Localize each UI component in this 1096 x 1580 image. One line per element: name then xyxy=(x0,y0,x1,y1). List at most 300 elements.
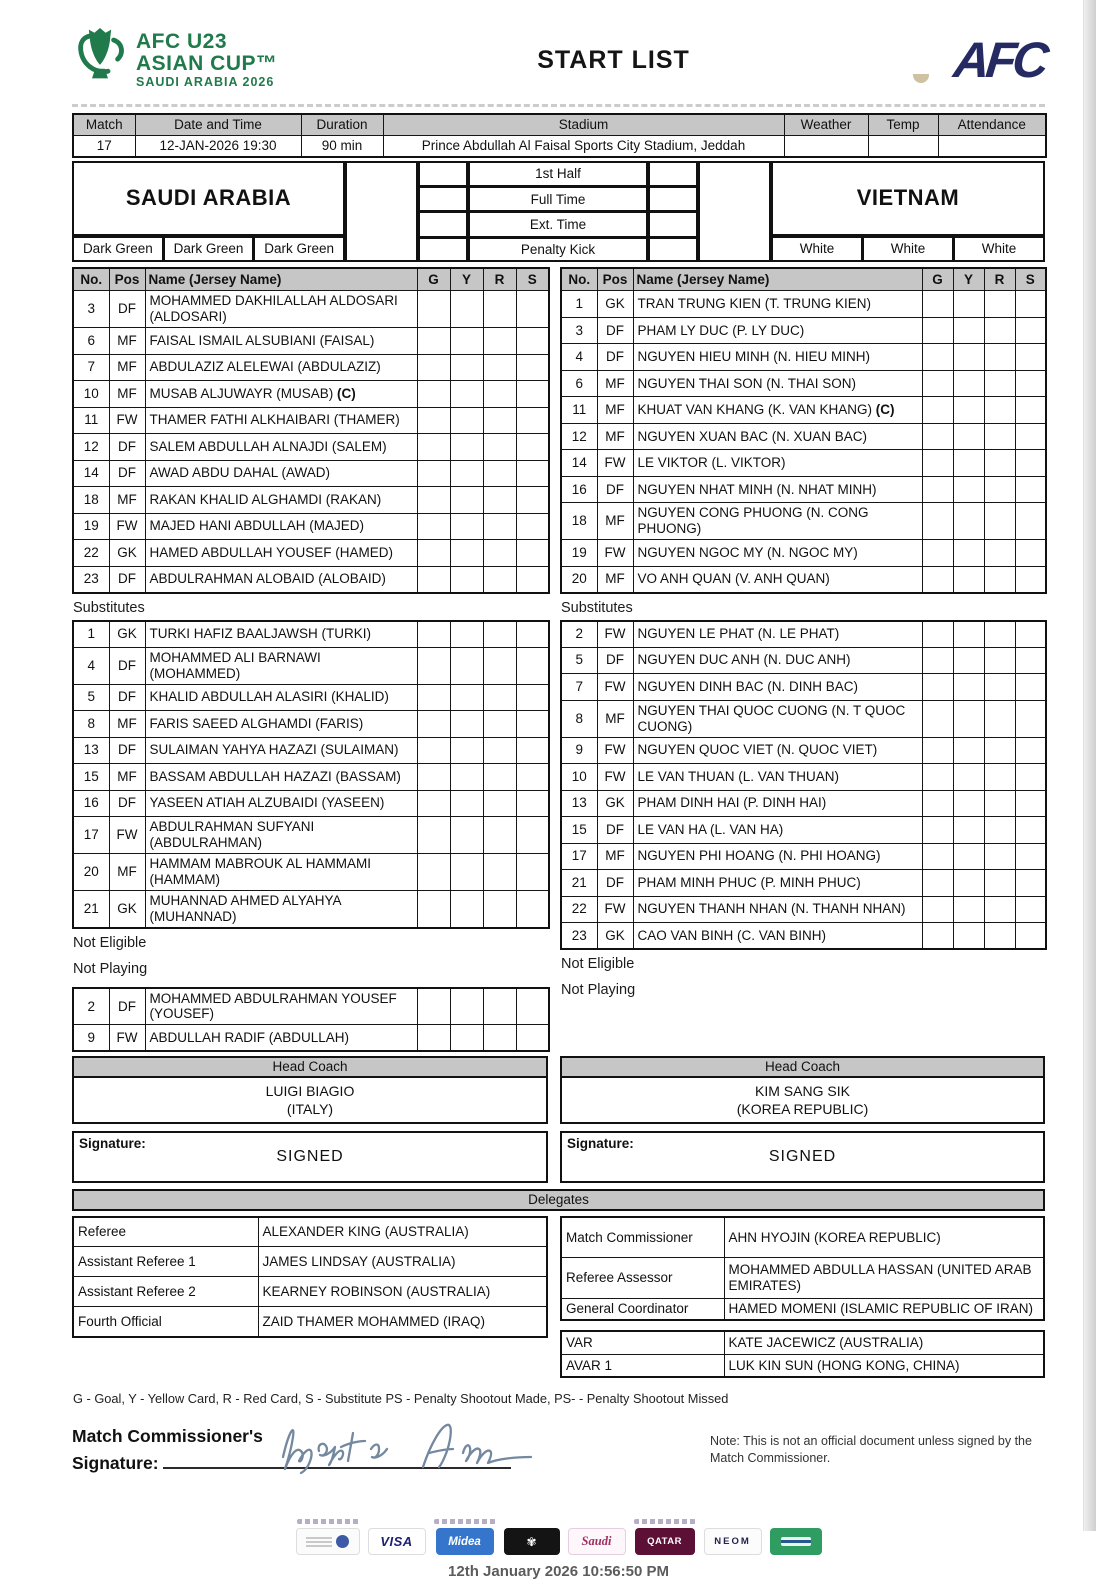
red-card-cell xyxy=(483,566,516,593)
yellow-card-cell xyxy=(953,476,984,503)
match-info-table xyxy=(72,113,1047,158)
player-number: 2 xyxy=(561,621,597,648)
roster-header-row xyxy=(561,268,1046,291)
red-card-cell xyxy=(483,621,516,648)
goal-cell xyxy=(417,328,450,355)
player-row xyxy=(561,397,1046,424)
home-starters-table xyxy=(72,267,550,594)
goal-cell xyxy=(922,450,953,477)
player-name: TURKI HAFIZ BAALJAWSH (TURKI) xyxy=(145,621,417,648)
delegate-row xyxy=(73,1247,547,1277)
substitute-cell xyxy=(1015,870,1046,897)
substitute-cell xyxy=(1015,817,1046,844)
col-no-header: No. xyxy=(561,268,597,291)
player-row xyxy=(561,540,1046,567)
yellow-card-cell xyxy=(953,896,984,923)
afc-wordmark: AFC xyxy=(951,32,1048,88)
full-time-label: Full Time xyxy=(468,186,648,211)
yellow-card-cell xyxy=(450,817,483,854)
player-name: ABDULRAHMAN ALOBAID (ALOBAID) xyxy=(145,566,417,593)
goal-cell xyxy=(922,291,953,318)
player-number: 17 xyxy=(73,817,109,854)
goal-cell xyxy=(417,647,450,684)
player-name: MAJED HANI ABDULLAH (MAJED) xyxy=(145,513,417,540)
date-time-cell: 12-JAN-2026 19:30 xyxy=(135,135,301,156)
goal-cell xyxy=(922,476,953,503)
player-row xyxy=(561,790,1046,817)
player-row xyxy=(561,817,1046,844)
player-row xyxy=(561,896,1046,923)
red-card-cell xyxy=(984,503,1015,540)
goal-cell xyxy=(922,370,953,397)
red-card-cell xyxy=(984,923,1015,950)
red-card-cell xyxy=(984,423,1015,450)
delegate-name: LUK KIN SUN (HONG KONG, CHINA) xyxy=(724,1354,1044,1377)
yellow-card-cell xyxy=(953,621,984,648)
player-name: AWAD ABDU DAHAL (AWAD) xyxy=(145,460,417,487)
player-number: 20 xyxy=(73,853,109,890)
goal-cell xyxy=(922,423,953,450)
yellow-card-cell xyxy=(450,381,483,408)
delegates-right-column xyxy=(560,1216,1045,1378)
player-position: FW xyxy=(109,513,145,540)
away-not-playing-label: Not Playing xyxy=(561,982,636,999)
yellow-card-cell xyxy=(953,370,984,397)
home-coach-name-box xyxy=(72,1078,548,1124)
commissioner-handwritten-signature xyxy=(267,1411,612,1479)
weather-header: Weather xyxy=(784,114,868,135)
print-timestamp: 12th January 2026 10:56:50 PM xyxy=(448,1563,669,1580)
red-card-cell xyxy=(483,890,516,927)
substitute-cell xyxy=(516,540,549,567)
player-row xyxy=(561,317,1046,344)
yellow-card-cell xyxy=(450,566,483,593)
goal-cell xyxy=(922,344,953,371)
commissioner-label-line1: Match Commissioner's xyxy=(72,1426,263,1447)
red-card-cell xyxy=(984,870,1015,897)
goal-cell xyxy=(417,540,450,567)
delegate-role: General Coordinator xyxy=(561,1299,724,1320)
yellow-card-cell xyxy=(953,700,984,737)
player-number: 6 xyxy=(73,328,109,355)
player-name: KHUAT VAN KHANG (K. VAN KHANG) (C) xyxy=(633,397,922,424)
delegate-name: JAMES LINDSAY (AUSTRALIA) xyxy=(258,1247,547,1277)
player-name: MUHANNAD AHMED ALYAHYA (MUHANNAD) xyxy=(145,890,417,927)
player-number: 3 xyxy=(561,317,597,344)
substitute-cell xyxy=(516,737,549,764)
player-name: SALEM ABDULLAH ALNAJDI (SALEM) xyxy=(145,434,417,461)
delegate-role: Assistant Referee 1 xyxy=(73,1247,258,1277)
substitute-cell xyxy=(516,354,549,381)
player-name: NGUYEN HIEU MINH (N. HIEU MINH) xyxy=(633,344,922,371)
player-row xyxy=(561,476,1046,503)
player-position: MF xyxy=(109,764,145,791)
weather-cell xyxy=(784,135,868,156)
player-name: MUSAB ALJUWAYR (MUSAB) (C) xyxy=(145,381,417,408)
player-position: MF xyxy=(597,397,633,424)
substitute-cell xyxy=(1015,566,1046,593)
yellow-card-cell xyxy=(450,711,483,738)
delegates-header: Delegates xyxy=(72,1189,1045,1211)
score-box xyxy=(418,161,698,262)
penalty-kick-label: Penalty Kick xyxy=(468,237,648,262)
home-score-spacer-box xyxy=(345,161,418,262)
delegate-role: AVAR 1 xyxy=(561,1354,724,1377)
delegate-row xyxy=(561,1354,1044,1377)
away-coach-name: KIM SANG SIK xyxy=(755,1082,850,1099)
player-name: NGUYEN NGOC MY (N. NGOC MY) xyxy=(633,540,922,567)
delegate-name: HAMED MOMENI (ISLAMIC REPUBLIC OF IRAN) xyxy=(724,1299,1044,1320)
player-position: GK xyxy=(597,291,633,318)
attendance-cell xyxy=(938,135,1046,156)
red-card-cell xyxy=(984,817,1015,844)
player-number: 7 xyxy=(561,674,597,701)
away-penalty-score-cell xyxy=(648,237,698,262)
player-name: RAKAN KHALID ALGHAMDI (RAKAN) xyxy=(145,487,417,514)
delegate-role: Assistant Referee 2 xyxy=(73,1277,258,1307)
sponsor-logo-partner-green xyxy=(770,1528,822,1555)
date-time-header: Date and Time xyxy=(135,114,301,135)
delegate-row xyxy=(73,1277,547,1307)
score-row xyxy=(418,186,698,211)
goal-cell xyxy=(922,397,953,424)
red-card-cell xyxy=(984,621,1015,648)
home-full-time-score-cell xyxy=(418,186,468,211)
home-signature-label: Signature: xyxy=(79,1135,146,1151)
player-position: DF xyxy=(597,647,633,674)
substitute-cell xyxy=(516,328,549,355)
yellow-card-cell xyxy=(953,764,984,791)
player-row xyxy=(561,674,1046,701)
red-card-cell xyxy=(483,1025,516,1052)
divider-dashed xyxy=(72,104,1045,107)
yellow-card-cell xyxy=(953,790,984,817)
yellow-card-cell xyxy=(450,647,483,684)
player-number: 4 xyxy=(561,344,597,371)
red-card-cell xyxy=(483,434,516,461)
player-position: FW xyxy=(597,540,633,567)
col-sub-header: S xyxy=(1015,268,1046,291)
yellow-card-cell xyxy=(450,291,483,328)
yellow-card-cell xyxy=(953,344,984,371)
player-position: DF xyxy=(109,460,145,487)
substitute-cell xyxy=(516,487,549,514)
goal-cell xyxy=(922,896,953,923)
delegate-role: Fourth Official xyxy=(73,1307,258,1337)
goal-cell xyxy=(922,700,953,737)
delegates-section xyxy=(72,1216,1045,1378)
red-card-cell xyxy=(984,737,1015,764)
goal-cell xyxy=(417,381,450,408)
player-number: 14 xyxy=(561,450,597,477)
score-row xyxy=(418,161,698,186)
red-card-cell xyxy=(483,853,516,890)
player-number: 8 xyxy=(73,711,109,738)
afc-crescent-icon xyxy=(913,74,929,83)
sponsor-logos-row xyxy=(72,1519,1045,1555)
player-row xyxy=(73,790,549,817)
score-row xyxy=(418,211,698,236)
substitute-cell xyxy=(516,513,549,540)
player-row xyxy=(561,647,1046,674)
goal-cell xyxy=(922,764,953,791)
red-card-cell xyxy=(483,328,516,355)
player-row xyxy=(73,487,549,514)
yellow-card-cell xyxy=(953,737,984,764)
player-number: 17 xyxy=(561,843,597,870)
yellow-card-cell xyxy=(953,291,984,318)
substitute-cell xyxy=(1015,674,1046,701)
col-yellow-header: Y xyxy=(953,268,984,291)
red-card-cell xyxy=(984,764,1015,791)
red-card-cell xyxy=(984,700,1015,737)
var-officials-table xyxy=(560,1330,1045,1378)
sponsor-item xyxy=(296,1519,360,1555)
player-number: 4 xyxy=(73,647,109,684)
player-position: MF xyxy=(109,487,145,514)
red-card-cell xyxy=(984,291,1015,318)
delegate-name: AHN HYOJIN (KOREA REPUBLIC) xyxy=(724,1217,1044,1258)
player-position: MF xyxy=(597,700,633,737)
substitute-cell xyxy=(516,790,549,817)
player-name: PHAM MINH PHUC (P. MINH PHUC) xyxy=(633,870,922,897)
red-card-cell xyxy=(483,487,516,514)
yellow-card-cell xyxy=(450,890,483,927)
tournament-name-line2: ASIAN CUP™ xyxy=(136,51,278,75)
player-number: 11 xyxy=(561,397,597,424)
red-card-cell xyxy=(984,566,1015,593)
tournament-trophy-icon xyxy=(72,25,128,95)
substitute-cell xyxy=(1015,700,1046,737)
yellow-card-cell xyxy=(953,870,984,897)
teams-score-block xyxy=(72,161,1045,262)
goal-cell xyxy=(417,853,450,890)
home-first-half-score-cell xyxy=(418,161,468,186)
goal-cell xyxy=(417,434,450,461)
col-goal-header: G xyxy=(417,268,450,291)
red-card-cell xyxy=(984,317,1015,344)
player-row xyxy=(73,988,549,1025)
away-not-eligible-label: Not Eligible xyxy=(561,956,635,973)
yellow-card-cell xyxy=(450,790,483,817)
player-name: ABDULRAHMAN SUFYANI (ABDULRAHMAN) xyxy=(145,817,417,854)
player-number: 9 xyxy=(561,737,597,764)
page-title: START LIST xyxy=(537,45,690,74)
yellow-card-cell xyxy=(953,817,984,844)
yellow-card-cell xyxy=(953,647,984,674)
away-full-time-score-cell xyxy=(648,186,698,211)
red-card-cell xyxy=(984,397,1015,424)
player-row xyxy=(561,737,1046,764)
home-ext-time-score-cell xyxy=(418,211,468,236)
player-name: FARIS SAEED ALGHAMDI (FARIS) xyxy=(145,711,417,738)
delegate-row xyxy=(73,1217,547,1247)
delegate-row xyxy=(561,1331,1044,1354)
sponsor-logo-neom: NEOM xyxy=(704,1528,762,1555)
away-coach-name-box xyxy=(560,1078,1045,1124)
player-position: FW xyxy=(597,674,633,701)
delegate-row xyxy=(73,1307,547,1337)
home-penalty-score-cell xyxy=(418,237,468,262)
player-name: BASSAM ABDULLAH HAZAZI (BASSAM) xyxy=(145,764,417,791)
yellow-card-cell xyxy=(953,503,984,540)
home-coach-block xyxy=(72,1056,548,1183)
player-number: 18 xyxy=(561,503,597,540)
player-name: ABDULAZIZ ALELEWAI (ABDULAZIZ) xyxy=(145,354,417,381)
commissioner-signature-section xyxy=(72,1423,1045,1489)
red-card-cell xyxy=(984,647,1015,674)
page-header xyxy=(72,18,1048,102)
player-position: MF xyxy=(597,843,633,870)
goal-cell xyxy=(922,540,953,567)
player-name: MOHAMMED ALI BARNAWI (MOHAMMED) xyxy=(145,647,417,684)
player-position: FW xyxy=(597,621,633,648)
away-team-column xyxy=(560,267,1045,1183)
goal-cell xyxy=(922,817,953,844)
sponsor-logo-midea: Midea xyxy=(436,1528,494,1555)
player-name: KHALID ABDULLAH ALASIRI (KHALID) xyxy=(145,684,417,711)
sponsor-logo-saudia: Saudi xyxy=(568,1528,626,1555)
yellow-card-cell xyxy=(450,487,483,514)
player-name: HAMED ABDULLAH YOUSEF (HAMED) xyxy=(145,540,417,567)
away-starters-table xyxy=(560,267,1047,594)
player-position: MF xyxy=(109,328,145,355)
player-row xyxy=(561,566,1046,593)
goal-cell xyxy=(417,711,450,738)
home-not-playing-table xyxy=(72,987,550,1053)
home-team-column xyxy=(72,267,548,1183)
yellow-card-cell xyxy=(953,450,984,477)
home-substitutes-label: Substitutes xyxy=(73,599,145,616)
cards-legend: G - Goal, Y - Yellow Card, R - Red Card, S - Substitute PS - Penalty Shootout Made, PS- - Penalty Shootout Missed xyxy=(73,1391,729,1407)
substitute-cell xyxy=(1015,737,1046,764)
player-number: 9 xyxy=(73,1025,109,1052)
substitute-cell xyxy=(516,460,549,487)
player-position: DF xyxy=(109,647,145,684)
player-position: MF xyxy=(597,423,633,450)
away-substitutes-table xyxy=(560,620,1047,950)
goal-cell xyxy=(922,503,953,540)
red-card-cell xyxy=(483,540,516,567)
player-number: 16 xyxy=(561,476,597,503)
score-row xyxy=(418,237,698,262)
goal-cell xyxy=(417,513,450,540)
home-signed-text: SIGNED xyxy=(276,1147,344,1165)
player-row xyxy=(73,1025,549,1052)
yellow-card-cell xyxy=(450,354,483,381)
player-name: NGUYEN XUAN BAC (N. XUAN BAC) xyxy=(633,423,922,450)
player-name: LE VAN HA (L. VAN HA) xyxy=(633,817,922,844)
red-card-cell xyxy=(483,737,516,764)
player-name: NGUYEN THAI QUOC CUONG (N. T QUOC CUONG) xyxy=(633,700,922,737)
player-position: FW xyxy=(597,896,633,923)
player-name: PHAM LY DUC (P. LY DUC) xyxy=(633,317,922,344)
start-list-document xyxy=(72,0,1048,1580)
goal-cell xyxy=(417,487,450,514)
away-signature-label: Signature: xyxy=(567,1135,634,1151)
stadium-cell: Prince Abdullah Al Faisal Sports City Stadium, Jeddah xyxy=(383,135,784,156)
substitute-cell xyxy=(1015,291,1046,318)
substitute-cell xyxy=(1015,621,1046,648)
col-pos-header: Pos xyxy=(109,268,145,291)
player-number: 15 xyxy=(73,764,109,791)
player-name: NGUYEN DUC ANH (N. DUC ANH) xyxy=(633,647,922,674)
player-position: FW xyxy=(109,407,145,434)
substitute-cell xyxy=(1015,317,1046,344)
sponsor-caption xyxy=(634,1519,696,1524)
player-name: NGUYEN DINH BAC (N. DINH BAC) xyxy=(633,674,922,701)
player-number: 22 xyxy=(561,896,597,923)
yellow-card-cell xyxy=(953,397,984,424)
roster-header-row xyxy=(73,268,549,291)
substitute-cell xyxy=(516,1025,549,1052)
match-info-value-row xyxy=(73,135,1046,156)
player-row xyxy=(561,843,1046,870)
player-row xyxy=(561,700,1046,737)
player-name: PHAM DINH HAI (P. DINH HAI) xyxy=(633,790,922,817)
player-row xyxy=(73,890,549,927)
yellow-card-cell xyxy=(953,423,984,450)
player-number: 16 xyxy=(73,790,109,817)
substitute-cell xyxy=(1015,397,1046,424)
goal-cell xyxy=(417,566,450,593)
player-row xyxy=(561,291,1046,318)
player-position: DF xyxy=(597,317,633,344)
sponsor-emblem-icon xyxy=(336,1535,349,1548)
player-position: DF xyxy=(597,344,633,371)
player-position: GK xyxy=(109,540,145,567)
player-number: 19 xyxy=(561,540,597,567)
goal-cell xyxy=(417,764,450,791)
substitute-cell xyxy=(1015,503,1046,540)
player-number: 23 xyxy=(73,566,109,593)
goal-cell xyxy=(417,684,450,711)
yellow-card-cell xyxy=(953,843,984,870)
player-position: MF xyxy=(109,354,145,381)
red-card-cell xyxy=(483,354,516,381)
player-number: 13 xyxy=(73,737,109,764)
red-card-cell xyxy=(483,684,516,711)
delegate-name: KEARNEY ROBINSON (AUSTRALIA) xyxy=(258,1277,547,1307)
player-row xyxy=(561,923,1046,950)
player-name: CAO VAN BINH (C. VAN BINH) xyxy=(633,923,922,950)
goal-cell xyxy=(417,354,450,381)
home-not-eligible-label: Not Eligible xyxy=(73,934,147,951)
player-row xyxy=(561,503,1046,540)
player-name: VO ANH QUAN (V. ANH QUAN) xyxy=(633,566,922,593)
substitute-cell xyxy=(516,684,549,711)
goal-cell xyxy=(922,647,953,674)
red-card-cell xyxy=(483,711,516,738)
player-name: HAMMAM MABROUK AL HAMMAMI (HAMMAM) xyxy=(145,853,417,890)
away-kit-color-2: White xyxy=(862,236,953,262)
delegate-name: ALEXANDER KING (AUSTRALIA) xyxy=(258,1217,547,1247)
red-card-cell xyxy=(483,764,516,791)
yellow-card-cell xyxy=(450,737,483,764)
temp-cell xyxy=(868,135,938,156)
ext-time-label: Ext. Time xyxy=(468,211,648,236)
goal-cell xyxy=(417,1025,450,1052)
scan-edge-artifact xyxy=(1083,0,1096,1531)
red-card-cell xyxy=(984,674,1015,701)
yellow-card-cell xyxy=(450,460,483,487)
player-row xyxy=(561,423,1046,450)
away-ext-time-score-cell xyxy=(648,211,698,236)
substitute-cell xyxy=(1015,450,1046,477)
sponsor-logo-qatar-airways: QATAR xyxy=(635,1528,695,1555)
player-name: TRAN TRUNG KIEN (T. TRUNG KIEN) xyxy=(633,291,922,318)
first-half-label: 1st Half xyxy=(468,161,648,186)
